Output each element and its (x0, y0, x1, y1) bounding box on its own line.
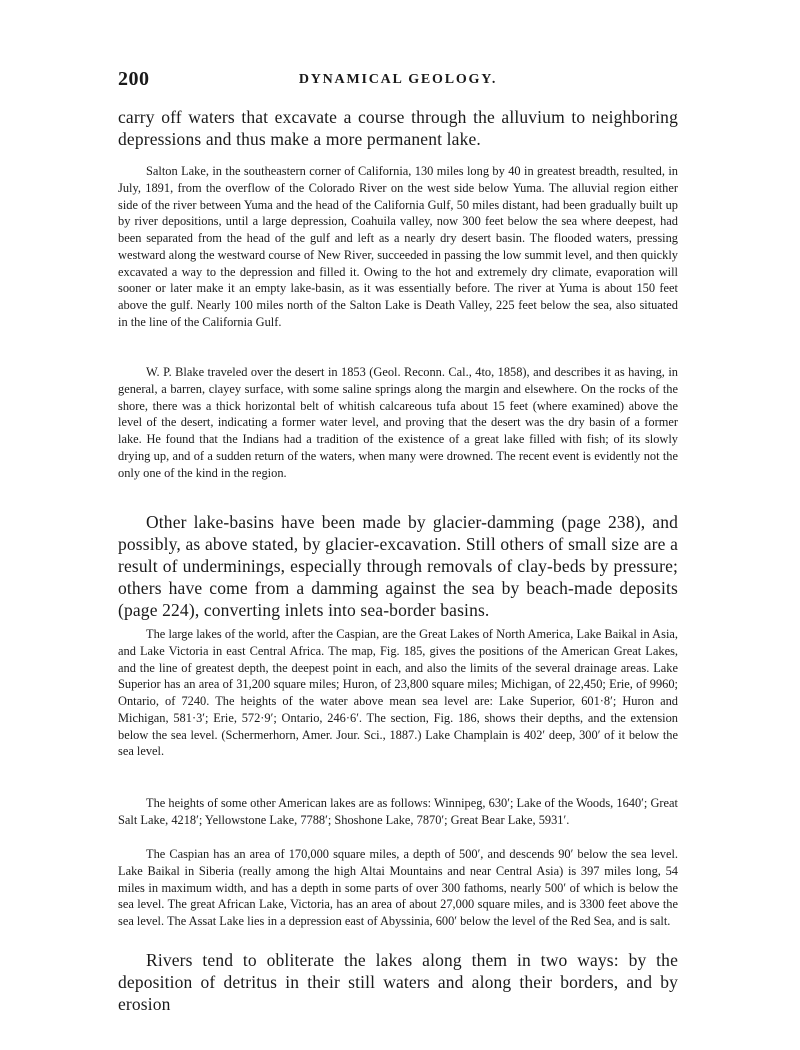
paragraph-salton-lake: Salton Lake, in the southeastern corner of California, 130 miles long by 40 in greatest breadth, resulted, in July, 1891, from the overflow of the Colorado River on the west side below Yuma. The alluvial region either side of the river between Yuma and the head of the California Gulf, 50 miles distant, had been gradually built up by river depositions, until a large depression, Coahuila valley, now 300 feet below the sea where deepest, had been separated from the head of the gulf and left as a nearly dry desert basin. The flooded waters, pressing westward along the westward course of New River, succeeded in passing the low summit level, and then quickly excavated a way to the depression and filled it. Owing to the hot and extremely dry climate, evaporation will sooner or later make it an empty lake-basin, as it was essentially before. The river at Yuma is about 150 feet above the gulf. Nearly 100 miles north of the Salton Lake is Death Valley, 225 feet below the sea, also situated in the line of the California Gulf. (118, 164, 678, 329)
paragraph-blake-desert: W. P. Blake traveled over the desert in 1853 (Geol. Reconn. Cal., 4to, 1858), and describes it as having, in general, a barren, clayey surface, with some saline springs along the margin and elsewhere. On the rocks of the shore, there was a thick horizontal belt of whitish calcareous tufa about 15 feet (where examined) above the level of the desert, indicating a former water level, and proving that the desert was the dry basin of a former lake. He found that the Indians had a tradition of the existence of a great lake filled with fish; of its slowly drying up, and of a sudden return of the waters, when many were drowned. The recent event is evidently not the only one of the kind in the region. (118, 365, 678, 480)
page-header (118, 68, 678, 94)
paragraph-continuation: carry off waters that excavate a course through the alluvium to neighboring depressions and thus make a more permanent lake. (118, 107, 678, 149)
paragraph-rivers-obliterate: Rivers tend to obliterate the lakes along them in two ways: by the deposition of detritus in their still waters and along their borders, and by erosion (118, 950, 678, 1014)
paragraph-caspian-baikal: The Caspian has an area of 170,000 square miles, a depth of 500′, and descends 90′ below the sea level. Lake Baikal in Siberia (really among the high Altai Mountains and near Central Asia) is 397 miles long, 54 miles in maximum width, and has a depth in some parts of over 300 fathoms, nearly 500′ of which is below the sea level. The great African Lake, Victoria, has an area of about 27,000 square miles, and is 3300 feet above the sea level. The Assat Lake lies in a depression east of Abyssinia, 600′ below the level of the Red Sea, and is salt. (118, 847, 678, 928)
running-head: DYNAMICAL GEOLOGY. (298, 72, 498, 87)
paragraph-other-lake-basins: Other lake-basins have been made by glacier-damming (page 238), and possibly, as above stated, by glacier-excavation. Still others of small size are a result of underminings, especially through removals of clay-beds by pressure; others have come from a damming against the sea by beach-made deposits (page 224), converting inlets into sea-border basins. (118, 512, 678, 620)
page-number: 200 (118, 68, 150, 90)
paragraph-american-lake-heights: The heights of some other American lakes are as follows: Winnipeg, 630′; Lake of the Woods, 1640′; Great Salt Lake, 4218′; Yellowstone Lake, 7788′; Shoshone Lake, 7870′; Great Bear Lake, 5931′. (118, 796, 678, 827)
paragraph-great-lakes: The large lakes of the world, after the Caspian, are the Great Lakes of North America, Lake Baikal in Asia, and Lake Victoria in east Central Africa. The map, Fig. 185, gives the positions of the American Great Lakes, and the line of greatest depth, the deepest point in each, and also the limits of the several drainage areas. Lake Superior has an area of 31,200 square miles; Huron, of 23,800 square miles; Michigan, of 22,450; Erie, of 9960; Ontario, of 7240. The heights of the water above mean sea level are: Lake Superior, 601·8′; Huron and Michigan, 581·3′; Erie, 572·9′; Ontario, 246·6′. The section, Fig. 186, shows their depths, and the extension below the sea level. (Schermerhorn, Amer. Jour. Sci., 1887.) Lake Champlain is 402′ deep, 300′ of it below the sea level. (118, 627, 678, 759)
